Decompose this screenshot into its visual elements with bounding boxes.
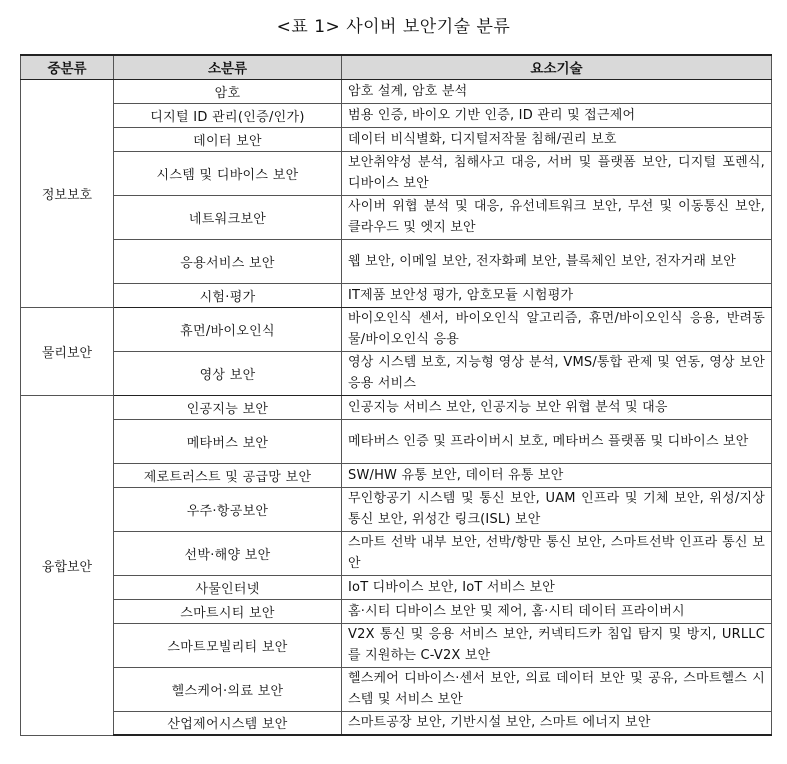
element-tech-cell: 보안취약성 분석, 침해사고 대응, 서버 및 플랫폼 보안, 디지털 포렌식, 디바이스 보안 — [342, 151, 772, 195]
minor-category-cell: 선박·해양 보안 — [114, 531, 342, 575]
security-classification-table — [20, 54, 772, 736]
element-tech-cell: 스마트 선박 내부 보안, 선박/항만 통신 보안, 스마트선박 인프라 통신 보안 — [342, 531, 772, 575]
element-tech-cell: 홈·시티 디바이스 보안 및 제어, 홈·시티 데이터 프라이버시 — [342, 599, 772, 623]
minor-category-cell: 우주·항공보안 — [114, 487, 342, 531]
table-row — [21, 711, 772, 735]
table-row — [21, 531, 772, 575]
element-tech-cell: SW/HW 유통 보안, 데이터 유통 보안 — [342, 463, 772, 487]
table-row — [21, 351, 772, 395]
minor-category-cell: 헬스케어·의료 보안 — [114, 667, 342, 711]
major-category-cell: 물리보안 — [21, 307, 114, 395]
element-tech-cell: 범용 인증, 바이오 기반 인증, ID 관리 및 접근제어 — [342, 103, 772, 127]
table-row — [21, 239, 772, 283]
table-row — [21, 195, 772, 239]
element-tech-cell: IT제품 보안성 평가, 암호모듈 시험평가 — [342, 283, 772, 307]
element-tech-cell: 바이오인식 센서, 바이오인식 알고리즘, 휴먼/바이오인식 응용, 반려동물/바이오인식 응용 — [342, 307, 772, 351]
table-row — [21, 623, 772, 667]
element-tech-cell: 암호 설계, 암호 분석 — [342, 79, 772, 103]
table-row — [21, 487, 772, 531]
minor-category-cell: 인공지능 보안 — [114, 395, 342, 419]
element-tech-cell: 데이터 비식별화, 디지털저작물 침해/권리 보호 — [342, 127, 772, 151]
header-minor: 소분류 — [114, 55, 342, 79]
minor-category-cell: 데이터 보안 — [114, 127, 342, 151]
element-tech-cell: 사이버 위협 분석 및 대응, 유선네트워크 보안, 무선 및 이동통신 보안, 클라우드 및 엣지 보안 — [342, 195, 772, 239]
table-row — [21, 599, 772, 623]
minor-category-cell: 스마트시티 보안 — [114, 599, 342, 623]
element-tech-cell: IoT 디바이스 보안, IoT 서비스 보안 — [342, 575, 772, 599]
minor-category-cell: 사물인터넷 — [114, 575, 342, 599]
minor-category-cell: 암호 — [114, 79, 342, 103]
header-elements: 요소기술 — [342, 55, 772, 79]
element-tech-cell: 인공지능 서비스 보안, 인공지능 보안 위협 분석 및 대응 — [342, 395, 772, 419]
table-caption: <표 1> 사이버 보안기술 분류 — [276, 17, 511, 37]
element-tech-cell: 헬스케어 디바이스·센서 보안, 의료 데이터 보안 및 공유, 스마트헬스 시스템 및 서비스 보안 — [342, 667, 772, 711]
table-row — [21, 283, 772, 307]
element-tech-cell: V2X 통신 및 응용 서비스 보안, 커넥티드카 침입 탐지 및 방지, URLLC를 지원하는 C-V2X 보안 — [342, 623, 772, 667]
header-row — [21, 55, 772, 79]
major-category-cell: 융합보안 — [21, 395, 114, 735]
major-category-cell: 정보보호 — [21, 79, 114, 307]
minor-category-cell: 시험·평가 — [114, 283, 342, 307]
minor-category-cell: 휴먼/바이오인식 — [114, 307, 342, 351]
table-body — [21, 79, 772, 735]
minor-category-cell: 시스템 및 디바이스 보안 — [114, 151, 342, 195]
element-tech-cell: 스마트공장 보안, 기반시설 보안, 스마트 에너지 보안 — [342, 711, 772, 735]
minor-category-cell: 제로트러스트 및 공급망 보안 — [114, 463, 342, 487]
table-row — [21, 395, 772, 419]
table-row — [21, 79, 772, 103]
element-tech-cell: 웹 보안, 이메일 보안, 전자화폐 보안, 블록체인 보안, 전자거래 보안 — [342, 239, 772, 283]
element-tech-cell: 영상 시스템 보호, 지능형 영상 분석, VMS/통합 관제 및 연동, 영상 보안 응용 서비스 — [342, 351, 772, 395]
minor-category-cell: 응용서비스 보안 — [114, 239, 342, 283]
minor-category-cell: 디지털 ID 관리(인증/인가) — [114, 103, 342, 127]
table-row — [21, 127, 772, 151]
table-row — [21, 667, 772, 711]
table-row — [21, 307, 772, 351]
table-row — [21, 463, 772, 487]
minor-category-cell: 네트워크보안 — [114, 195, 342, 239]
element-tech-cell: 무인항공기 시스템 및 통신 보안, UAM 인프라 및 기체 보안, 위성/지상 통신 보안, 위성간 링크(ISL) 보안 — [342, 487, 772, 531]
table-row — [21, 151, 772, 195]
minor-category-cell: 영상 보안 — [114, 351, 342, 395]
table-row — [21, 575, 772, 599]
header-major: 중분류 — [21, 55, 114, 79]
element-tech-cell: 메타버스 인증 및 프라이버시 보호, 메타버스 플랫폼 및 디바이스 보안 — [342, 419, 772, 463]
minor-category-cell: 스마트모빌리티 보안 — [114, 623, 342, 667]
table-row — [21, 103, 772, 127]
minor-category-cell: 메타버스 보안 — [114, 419, 342, 463]
table-row — [21, 419, 772, 463]
minor-category-cell: 산업제어시스템 보안 — [114, 711, 342, 735]
